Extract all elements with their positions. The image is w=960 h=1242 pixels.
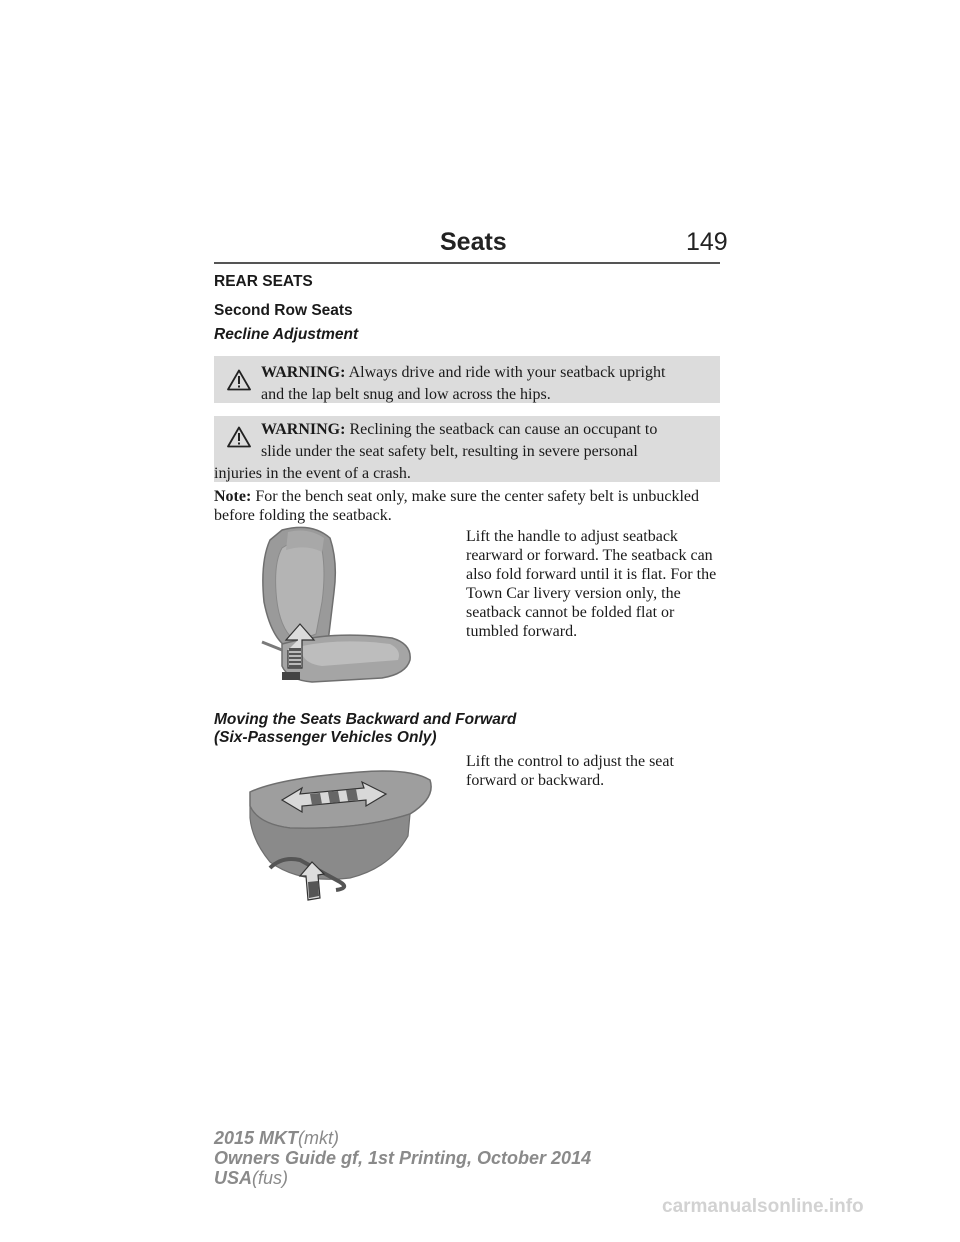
note-text: For the bench seat only, make sure the center safety belt is unbuckled before folding the seatback.	[214, 488, 700, 524]
footer-model: 2015 MKT	[214, 1128, 299, 1148]
recline-instructions: Lift the handle to adjust seatback rearward or forward. The seatback can also fold forward until it is flat. For the Town Car livery version only, the seatback cannot be folded flat or tumbled forward.	[466, 528, 717, 640]
footer-info	[214, 1128, 591, 1188]
note-label: Note:	[214, 488, 252, 505]
footer-market: USA	[214, 1168, 253, 1188]
heading-second-row: Second Row Seats	[214, 302, 353, 319]
heading-moving-line1: Moving the Seats Backward and Forward	[214, 711, 517, 728]
footer-market-code: (fus)	[252, 1168, 289, 1188]
warning-triangle-icon	[227, 426, 251, 448]
warning-text: Reclining the seatback can cause an occupant to	[349, 421, 658, 438]
warning-triangle-icon	[227, 369, 251, 391]
heading-moving-seats	[214, 711, 516, 747]
warning-box-2	[214, 416, 720, 482]
note-paragraph	[214, 487, 724, 525]
site-watermark: carmanualsonline.info	[662, 1196, 864, 1217]
slide-instructions: Lift the control to adjust the seat forward or backward.	[466, 753, 674, 789]
header-divider	[214, 262, 720, 264]
warning-text: slide under the seat safety belt, resulting in severe personal	[261, 443, 638, 460]
footer-line-guide: Owners Guide gf, 1st Printing, October 2014	[214, 1148, 592, 1168]
heading-rear-seats: REAR SEATS	[214, 273, 313, 290]
seat-slide-illustration	[240, 758, 440, 906]
footer-line-model	[214, 1128, 591, 1148]
warning-label: WARNING:	[261, 421, 346, 438]
warning-text: Always drive and ride with your seatback upright	[348, 364, 666, 381]
warning-text: and the lap belt snug and low across the hips.	[261, 386, 551, 403]
warning-box-1	[214, 356, 720, 403]
seat-recline-illustration	[242, 522, 432, 692]
warning-label: WARNING:	[261, 364, 346, 381]
section-title: Seats	[440, 228, 507, 256]
warning-text: injuries in the event of a crash.	[214, 465, 411, 482]
page-number: 149	[686, 228, 728, 256]
footer-model-code: (mkt)	[298, 1128, 340, 1148]
heading-recline: Recline Adjustment	[214, 326, 359, 343]
heading-moving-line2: (Six-Passenger Vehicles Only)	[214, 729, 437, 746]
footer-line-market	[214, 1168, 591, 1188]
